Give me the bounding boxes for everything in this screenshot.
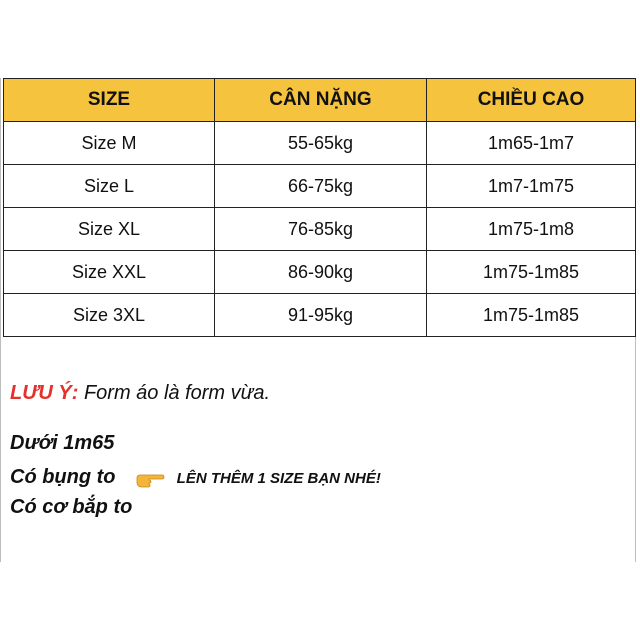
table-header-row — [4, 79, 636, 122]
condition-belly-row — [10, 466, 381, 489]
table-row — [4, 165, 636, 208]
note-text: Form áo là form vừa. — [83, 382, 271, 404]
cell-weight: 66-75kg — [215, 165, 427, 208]
cell-weight: 76-85kg — [215, 208, 427, 251]
table-row — [4, 208, 636, 251]
cell-weight: 91-95kg — [215, 294, 427, 337]
cell-height: 1m75-1m85 — [427, 251, 636, 294]
header-size: SIZE — [4, 79, 215, 122]
condition-muscle: Có cơ bắp to — [10, 496, 133, 518]
cell-size: Size M — [4, 122, 215, 165]
table-row — [4, 251, 636, 294]
cell-height: 1m75-1m85 — [427, 294, 636, 337]
header-weight: CÂN NẶNG — [215, 79, 427, 122]
cell-weight: 55-65kg — [215, 122, 427, 165]
cell-size: Size L — [4, 165, 215, 208]
cell-size: Size XL — [4, 208, 215, 251]
cell-size: Size 3XL — [4, 294, 215, 337]
condition-belly: Có bụng to — [10, 466, 116, 488]
cell-height: 1m65-1m7 — [427, 122, 636, 165]
cell-size: Size XXL — [4, 251, 215, 294]
table-row — [4, 122, 636, 165]
table-row — [4, 294, 636, 337]
pointing-hand-icon — [135, 469, 163, 487]
cell-height: 1m75-1m8 — [427, 208, 636, 251]
cell-height: 1m7-1m75 — [427, 165, 636, 208]
fit-note — [10, 382, 270, 405]
size-chart-table — [3, 78, 636, 337]
cell-weight: 86-90kg — [215, 251, 427, 294]
header-height: CHIỀU CAO — [427, 79, 636, 122]
size-up-recommendation: LÊN THÊM 1 SIZE BẠN NHÉ! — [176, 470, 381, 487]
note-label: LƯU Ý: — [10, 382, 79, 404]
condition-under-height: Dưới 1m65 — [10, 432, 115, 454]
